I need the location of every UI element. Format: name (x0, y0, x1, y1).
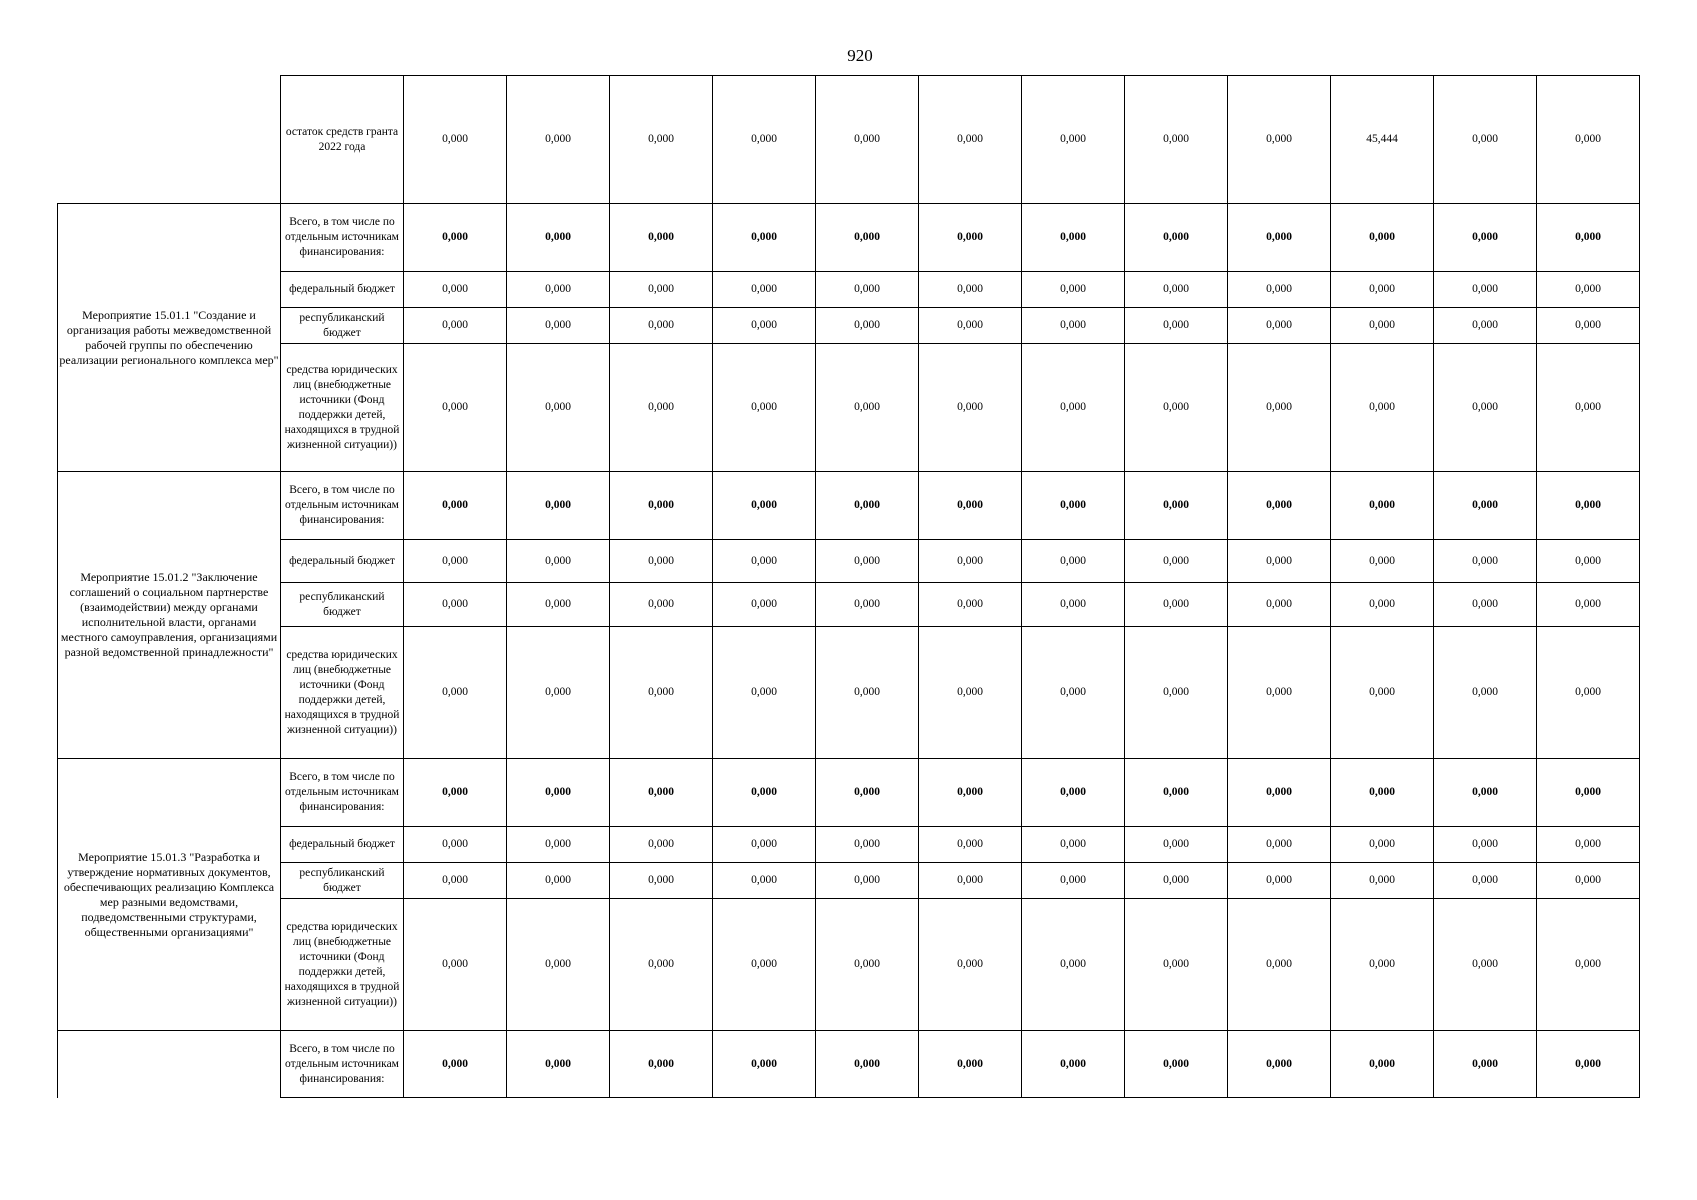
value-cell: 0,000 (919, 863, 1022, 899)
value-cell: 0,000 (1125, 583, 1228, 627)
value-cell: 0,000 (1434, 272, 1537, 308)
value-cell: 0,000 (816, 540, 919, 583)
value-cell: 0,000 (1331, 204, 1434, 272)
value-cell: 0,000 (816, 1031, 919, 1098)
table-row (58, 899, 1640, 1031)
value-cell: 0,000 (816, 627, 919, 759)
value-cell: 0,000 (1434, 899, 1537, 1031)
value-cell: 0,000 (1434, 583, 1537, 627)
value-cell: 0,000 (1125, 472, 1228, 540)
value-cell: 0,000 (816, 472, 919, 540)
value-cell: 0,000 (1537, 344, 1640, 472)
value-cell: 0,000 (1331, 627, 1434, 759)
page-number: 920 (847, 46, 873, 65)
value-cell: 0,000 (1537, 899, 1640, 1031)
value-cell: 0,000 (1434, 76, 1537, 204)
value-cell: 0,000 (1125, 308, 1228, 344)
value-cell: 0,000 (507, 627, 610, 759)
value-cell: 0,000 (507, 827, 610, 863)
value-cell: 0,000 (816, 344, 919, 472)
value-cell: 0,000 (1125, 204, 1228, 272)
source-label: Всего, в том числе по отдельным источникам финансирования: (281, 472, 404, 540)
value-cell: 0,000 (713, 540, 816, 583)
value-cell: 0,000 (404, 827, 507, 863)
value-cell: 0,000 (919, 899, 1022, 1031)
table-row (58, 540, 1640, 583)
value-cell: 0,000 (507, 899, 610, 1031)
value-cell: 0,000 (404, 540, 507, 583)
source-label: республиканский бюджет (281, 583, 404, 627)
value-cell: 0,000 (1228, 272, 1331, 308)
table-row (58, 472, 1640, 540)
value-cell: 0,000 (713, 308, 816, 344)
value-cell: 0,000 (1537, 472, 1640, 540)
source-label: Всего, в том числе по отдельным источникам финансирования: (281, 204, 404, 272)
value-cell: 0,000 (1331, 344, 1434, 472)
value-cell: 0,000 (1125, 827, 1228, 863)
value-cell: 0,000 (404, 76, 507, 204)
value-cell: 0,000 (507, 76, 610, 204)
value-cell: 0,000 (1228, 540, 1331, 583)
value-cell: 0,000 (610, 204, 713, 272)
value-cell: 0,000 (1228, 863, 1331, 899)
value-cell: 0,000 (713, 759, 816, 827)
value-cell: 0,000 (610, 344, 713, 472)
value-cell: 0,000 (1537, 272, 1640, 308)
value-cell: 0,000 (1537, 1031, 1640, 1098)
value-cell: 0,000 (1228, 344, 1331, 472)
value-cell: 0,000 (1022, 472, 1125, 540)
value-cell: 0,000 (919, 627, 1022, 759)
value-cell: 0,000 (1228, 627, 1331, 759)
value-cell: 0,000 (610, 308, 713, 344)
value-cell: 0,000 (919, 472, 1022, 540)
value-cell: 0,000 (1022, 583, 1125, 627)
table-row (58, 272, 1640, 308)
table-row (58, 76, 1640, 204)
source-label: Всего, в том числе по отдельным источникам финансирования: (281, 759, 404, 827)
value-cell: 0,000 (1022, 76, 1125, 204)
value-cell: 0,000 (816, 308, 919, 344)
value-cell: 0,000 (507, 344, 610, 472)
value-cell: 0,000 (1022, 204, 1125, 272)
value-cell: 0,000 (1434, 204, 1537, 272)
value-cell: 0,000 (507, 583, 610, 627)
value-cell: 0,000 (1022, 1031, 1125, 1098)
source-label: федеральный бюджет (281, 272, 404, 308)
value-cell: 0,000 (507, 863, 610, 899)
value-cell: 0,000 (1125, 759, 1228, 827)
event-title: Мероприятие 15.01.1 "Создание и организация работы межведомственной рабочей группы по обеспечению реализации регионального комплекса мер" (58, 204, 281, 472)
value-cell: 0,000 (1434, 827, 1537, 863)
value-cell: 0,000 (919, 204, 1022, 272)
table-row (58, 308, 1640, 344)
value-cell: 0,000 (610, 899, 713, 1031)
value-cell: 0,000 (1331, 863, 1434, 899)
value-cell: 0,000 (713, 1031, 816, 1098)
value-cell: 0,000 (1331, 308, 1434, 344)
value-cell: 0,000 (816, 76, 919, 204)
value-cell: 0,000 (713, 627, 816, 759)
value-cell: 0,000 (404, 272, 507, 308)
value-cell: 0,000 (1331, 540, 1434, 583)
value-cell: 0,000 (1125, 899, 1228, 1031)
source-label: средства юридических лиц (внебюджетные источники (Фонд поддержки детей, находящихся в трудной жизненной ситуации)) (281, 899, 404, 1031)
value-cell: 0,000 (1434, 540, 1537, 583)
value-cell: 0,000 (1228, 76, 1331, 204)
table-row (58, 344, 1640, 472)
value-cell: 0,000 (1331, 583, 1434, 627)
value-cell: 0,000 (713, 76, 816, 204)
value-cell: 0,000 (1537, 76, 1640, 204)
value-cell: 0,000 (713, 899, 816, 1031)
value-cell: 0,000 (919, 759, 1022, 827)
source-label: республиканский бюджет (281, 308, 404, 344)
value-cell: 0,000 (919, 827, 1022, 863)
table-row (58, 863, 1640, 899)
value-cell: 0,000 (1537, 583, 1640, 627)
value-cell: 0,000 (1434, 863, 1537, 899)
value-cell: 0,000 (919, 583, 1022, 627)
table-row (58, 583, 1640, 627)
value-cell: 0,000 (507, 1031, 610, 1098)
table-row (58, 759, 1640, 827)
value-cell: 0,000 (816, 759, 919, 827)
value-cell: 0,000 (404, 759, 507, 827)
value-cell: 0,000 (1331, 1031, 1434, 1098)
value-cell: 0,000 (507, 759, 610, 827)
value-cell: 0,000 (1537, 759, 1640, 827)
value-cell: 0,000 (1434, 759, 1537, 827)
value-cell: 0,000 (919, 344, 1022, 472)
source-label: республиканский бюджет (281, 863, 404, 899)
value-cell: 0,000 (1022, 899, 1125, 1031)
value-cell: 0,000 (404, 863, 507, 899)
value-cell: 0,000 (816, 863, 919, 899)
value-cell: 0,000 (1125, 863, 1228, 899)
value-cell: 0,000 (919, 540, 1022, 583)
value-cell: 0,000 (1228, 204, 1331, 272)
value-cell: 0,000 (919, 308, 1022, 344)
value-cell: 45,444 (1331, 76, 1434, 204)
value-cell: 0,000 (1022, 627, 1125, 759)
source-label: федеральный бюджет (281, 827, 404, 863)
value-cell: 0,000 (404, 899, 507, 1031)
table-row (58, 827, 1640, 863)
value-cell: 0,000 (1022, 308, 1125, 344)
table-row (58, 204, 1640, 272)
source-label: средства юридических лиц (внебюджетные источники (Фонд поддержки детей, находящихся в трудной жизненной ситуации)) (281, 344, 404, 472)
value-cell: 0,000 (1228, 308, 1331, 344)
value-cell: 0,000 (1125, 540, 1228, 583)
value-cell: 0,000 (404, 344, 507, 472)
value-cell: 0,000 (816, 583, 919, 627)
value-cell: 0,000 (1228, 583, 1331, 627)
value-cell: 0,000 (1331, 272, 1434, 308)
value-cell: 0,000 (507, 272, 610, 308)
value-cell: 0,000 (1228, 759, 1331, 827)
value-cell: 0,000 (1537, 204, 1640, 272)
table-row (58, 1031, 1640, 1098)
value-cell: 0,000 (1537, 308, 1640, 344)
value-cell: 0,000 (713, 472, 816, 540)
value-cell: 0,000 (713, 344, 816, 472)
value-cell: 0,000 (816, 827, 919, 863)
value-cell: 0,000 (610, 472, 713, 540)
source-label: средства юридических лиц (внебюджетные источники (Фонд поддержки детей, находящихся в трудной жизненной ситуации)) (281, 627, 404, 759)
value-cell: 0,000 (1022, 272, 1125, 308)
value-cell: 0,000 (1537, 863, 1640, 899)
value-cell: 0,000 (816, 899, 919, 1031)
value-cell: 0,000 (1022, 540, 1125, 583)
value-cell: 0,000 (1022, 863, 1125, 899)
value-cell: 0,000 (1125, 76, 1228, 204)
value-cell: 0,000 (713, 204, 816, 272)
value-cell: 0,000 (1125, 272, 1228, 308)
value-cell: 0,000 (1331, 899, 1434, 1031)
value-cell: 0,000 (713, 583, 816, 627)
value-cell: 0,000 (1022, 827, 1125, 863)
value-cell: 0,000 (1331, 472, 1434, 540)
value-cell: 0,000 (610, 583, 713, 627)
value-cell: 0,000 (816, 272, 919, 308)
value-cell: 0,000 (404, 472, 507, 540)
value-cell: 0,000 (610, 759, 713, 827)
value-cell: 0,000 (919, 1031, 1022, 1098)
value-cell: 0,000 (713, 863, 816, 899)
value-cell: 0,000 (610, 76, 713, 204)
value-cell: 0,000 (1434, 308, 1537, 344)
value-cell: 0,000 (404, 1031, 507, 1098)
value-cell: 0,000 (1022, 344, 1125, 472)
source-label: Всего, в том числе по отдельным источникам финансирования: (281, 1031, 404, 1098)
value-cell: 0,000 (1434, 1031, 1537, 1098)
value-cell: 0,000 (404, 627, 507, 759)
value-cell: 0,000 (610, 540, 713, 583)
empty-cell (58, 76, 281, 204)
value-cell: 0,000 (610, 827, 713, 863)
value-cell: 0,000 (610, 1031, 713, 1098)
value-cell: 0,000 (1228, 827, 1331, 863)
value-cell: 0,000 (404, 308, 507, 344)
table-row (58, 627, 1640, 759)
value-cell: 0,000 (507, 540, 610, 583)
value-cell: 0,000 (1125, 344, 1228, 472)
value-cell: 0,000 (1434, 627, 1537, 759)
value-cell: 0,000 (713, 827, 816, 863)
value-cell: 0,000 (610, 863, 713, 899)
source-label: остаток средств гранта 2022 года (281, 76, 404, 204)
value-cell: 0,000 (1228, 1031, 1331, 1098)
value-cell: 0,000 (507, 204, 610, 272)
source-label: федеральный бюджет (281, 540, 404, 583)
value-cell: 0,000 (1434, 344, 1537, 472)
value-cell: 0,000 (919, 272, 1022, 308)
value-cell: 0,000 (1022, 759, 1125, 827)
value-cell: 0,000 (1537, 827, 1640, 863)
event-title: Мероприятие 15.01.3 "Разработка и утверждение нормативных документов, обеспечивающих реализацию Комплекса мер разными ведомствами, подведомственными структурами, общественными организациями" (58, 759, 281, 1031)
value-cell: 0,000 (713, 272, 816, 308)
value-cell: 0,000 (1125, 627, 1228, 759)
value-cell: 0,000 (507, 308, 610, 344)
value-cell: 0,000 (1331, 827, 1434, 863)
value-cell: 0,000 (1537, 540, 1640, 583)
value-cell: 0,000 (610, 627, 713, 759)
event-title: Мероприятие 15.01.2 "Заключение соглашений о социальном партнерстве (взаимодействии) между органами исполнительной власти, органами местного самоуправления, организациями разной ведомственной принадлежности" (58, 472, 281, 759)
budget-table (57, 75, 1640, 1098)
value-cell: 0,000 (1125, 1031, 1228, 1098)
value-cell: 0,000 (610, 272, 713, 308)
value-cell: 0,000 (1228, 899, 1331, 1031)
value-cell: 0,000 (1434, 472, 1537, 540)
value-cell: 0,000 (919, 76, 1022, 204)
event-title-cutoff (58, 1031, 281, 1098)
value-cell: 0,000 (507, 472, 610, 540)
value-cell: 0,000 (404, 204, 507, 272)
value-cell: 0,000 (404, 583, 507, 627)
value-cell: 0,000 (1331, 759, 1434, 827)
value-cell: 0,000 (1228, 472, 1331, 540)
value-cell: 0,000 (816, 204, 919, 272)
value-cell: 0,000 (1537, 627, 1640, 759)
